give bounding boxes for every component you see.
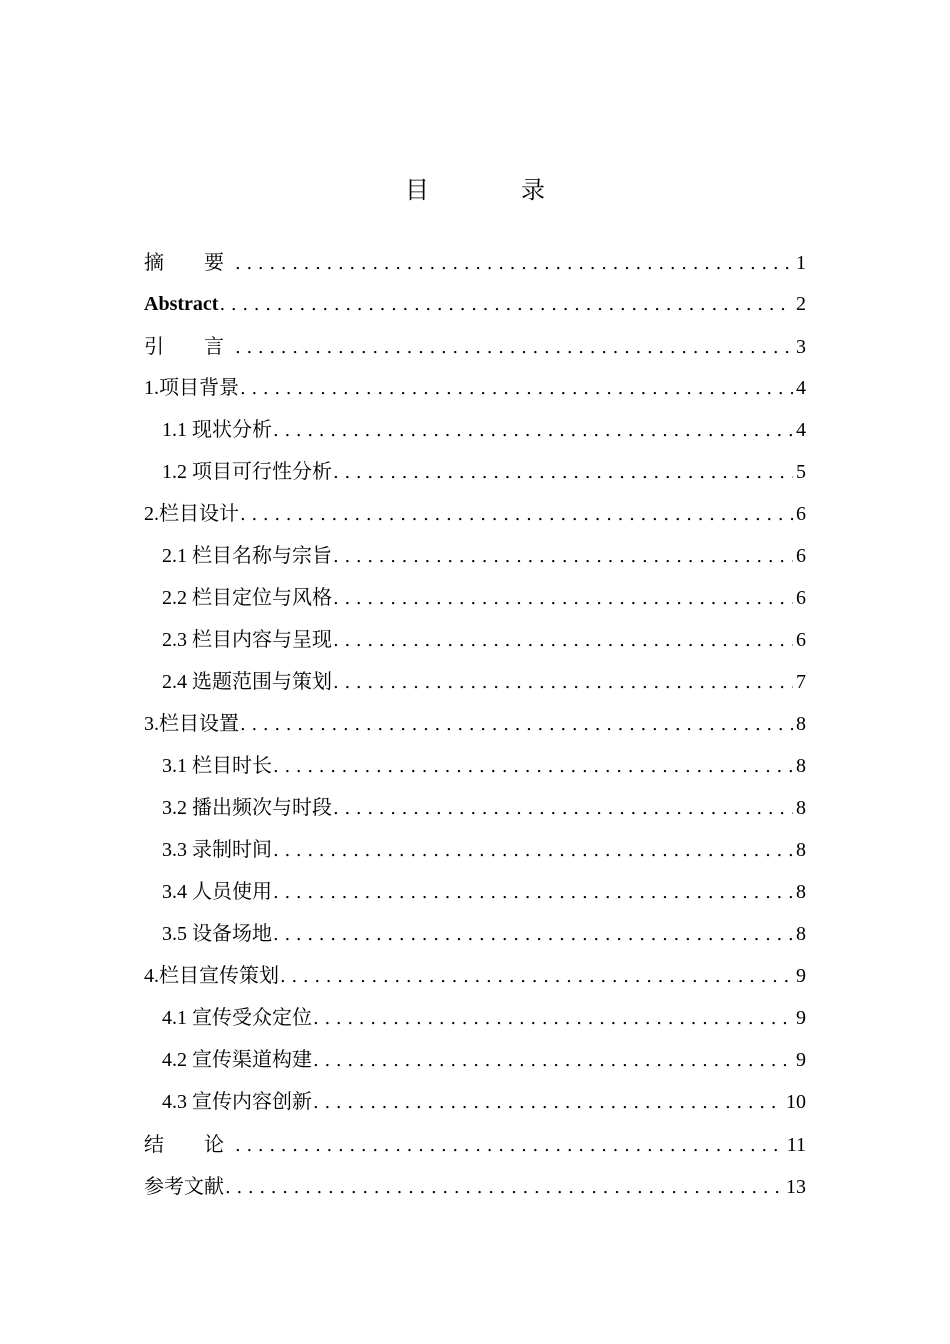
toc-entry[interactable] xyxy=(144,535,806,577)
toc-entry-label: 4.3 宣传内容创新 xyxy=(162,1091,312,1113)
toc-entry[interactable] xyxy=(144,997,806,1039)
toc-entry-label: Abstract xyxy=(144,293,219,315)
toc-entry[interactable] xyxy=(144,787,806,829)
toc-page-number: 8 xyxy=(796,839,806,861)
toc-entry-label: 2.栏目设计 xyxy=(144,503,239,525)
table-of-contents xyxy=(144,241,806,1207)
toc-page-number: 11 xyxy=(786,1134,806,1156)
toc-dot-leader xyxy=(333,578,793,620)
toc-dot-leader xyxy=(333,662,793,704)
toc-dot-leader xyxy=(313,998,793,1040)
toc-entry-label: 1.项目背景 xyxy=(144,377,239,399)
toc-page-number: 8 xyxy=(796,797,806,819)
toc-dot-leader xyxy=(240,368,793,410)
toc-entry[interactable] xyxy=(144,1165,806,1207)
toc-entry[interactable] xyxy=(144,619,806,661)
toc-dot-leader xyxy=(235,243,793,285)
toc-entry-label: 3.3 录制时间 xyxy=(162,839,272,861)
toc-page-number: 4 xyxy=(796,377,806,399)
toc-title: 目 录 xyxy=(405,176,579,204)
toc-entry-label: 参考文献 xyxy=(144,1174,224,1198)
toc-dot-leader xyxy=(240,704,793,746)
toc-dot-leader xyxy=(273,830,793,872)
toc-page-number: 10 xyxy=(786,1091,806,1113)
toc-dot-leader xyxy=(273,410,793,452)
toc-dot-leader xyxy=(333,788,793,830)
toc-page-number: 2 xyxy=(796,293,806,315)
toc-entry[interactable] xyxy=(144,745,806,787)
toc-entry[interactable] xyxy=(144,409,806,451)
toc-entry-label: 引 言 xyxy=(144,334,234,358)
toc-entry-label: 4.2 宣传渠道构建 xyxy=(162,1049,312,1071)
toc-dot-leader xyxy=(240,494,793,536)
toc-page-number: 7 xyxy=(796,671,806,693)
toc-page-number: 6 xyxy=(796,503,806,525)
toc-entry-label: 3.5 设备场地 xyxy=(162,923,272,945)
toc-page-number: 6 xyxy=(796,545,806,567)
toc-entry-label: 4.栏目宣传策划 xyxy=(144,965,279,987)
toc-entry[interactable] xyxy=(144,1081,806,1123)
toc-dot-leader xyxy=(333,452,793,494)
toc-entry[interactable] xyxy=(144,493,806,535)
toc-entry[interactable] xyxy=(144,661,806,703)
toc-entry-label: 1.2 项目可行性分析 xyxy=(162,461,332,483)
toc-entry-label: 2.2 栏目定位与风格 xyxy=(162,587,332,609)
toc-page-number: 8 xyxy=(796,923,806,945)
toc-entry[interactable] xyxy=(144,913,806,955)
toc-entry-label: 1.1 现状分析 xyxy=(162,419,272,441)
toc-page-number: 9 xyxy=(796,1007,806,1029)
toc-entry-label: 摘 要 xyxy=(144,250,234,274)
toc-page-number: 3 xyxy=(796,336,806,358)
toc-dot-leader xyxy=(333,536,793,578)
toc-page-number: 4 xyxy=(796,419,806,441)
toc-entry-label: 结 论 xyxy=(144,1132,234,1156)
toc-dot-leader xyxy=(219,284,793,326)
toc-dot-leader xyxy=(273,914,793,956)
toc-page-number: 8 xyxy=(796,881,806,903)
toc-entry[interactable] xyxy=(144,1123,806,1165)
toc-page-number: 6 xyxy=(796,587,806,609)
toc-entry-label: 2.3 栏目内容与呈现 xyxy=(162,629,332,651)
toc-entry-label: 3.4 人员使用 xyxy=(162,881,272,903)
toc-entry[interactable] xyxy=(144,241,806,283)
toc-dot-leader xyxy=(273,746,793,788)
toc-entry-label: 2.1 栏目名称与宗旨 xyxy=(162,545,332,567)
toc-dot-leader xyxy=(273,872,793,914)
toc-dot-leader xyxy=(333,620,793,662)
toc-page-number: 5 xyxy=(796,461,806,483)
toc-dot-leader xyxy=(225,1167,783,1209)
toc-page-number: 6 xyxy=(796,629,806,651)
toc-entry[interactable] xyxy=(144,283,806,325)
toc-entry[interactable] xyxy=(144,829,806,871)
toc-entry[interactable] xyxy=(144,871,806,913)
toc-entry-label: 2.4 选题范围与策划 xyxy=(162,671,332,693)
toc-entry[interactable] xyxy=(144,703,806,745)
toc-dot-leader xyxy=(280,956,793,998)
toc-page-number: 9 xyxy=(796,965,806,987)
toc-entry-label: 3.栏目设置 xyxy=(144,713,239,735)
toc-entry-label: 3.2 播出频次与时段 xyxy=(162,797,332,819)
toc-dot-leader xyxy=(235,327,793,369)
toc-page-number: 9 xyxy=(796,1049,806,1071)
toc-page-number: 13 xyxy=(786,1176,806,1198)
toc-entry-label: 3.1 栏目时长 xyxy=(162,755,272,777)
toc-entry[interactable] xyxy=(144,955,806,997)
toc-entry[interactable] xyxy=(144,1039,806,1081)
toc-entry[interactable] xyxy=(144,367,806,409)
toc-entry-label: 4.1 宣传受众定位 xyxy=(162,1007,312,1029)
toc-dot-leader xyxy=(313,1082,783,1124)
toc-entry[interactable] xyxy=(144,577,806,619)
toc-dot-leader xyxy=(235,1125,784,1167)
toc-entry[interactable] xyxy=(144,325,806,367)
toc-dot-leader xyxy=(313,1040,793,1082)
toc-page-number: 8 xyxy=(796,713,806,735)
toc-entry[interactable] xyxy=(144,451,806,493)
toc-page-number: 1 xyxy=(796,252,806,274)
toc-page-number: 8 xyxy=(796,755,806,777)
